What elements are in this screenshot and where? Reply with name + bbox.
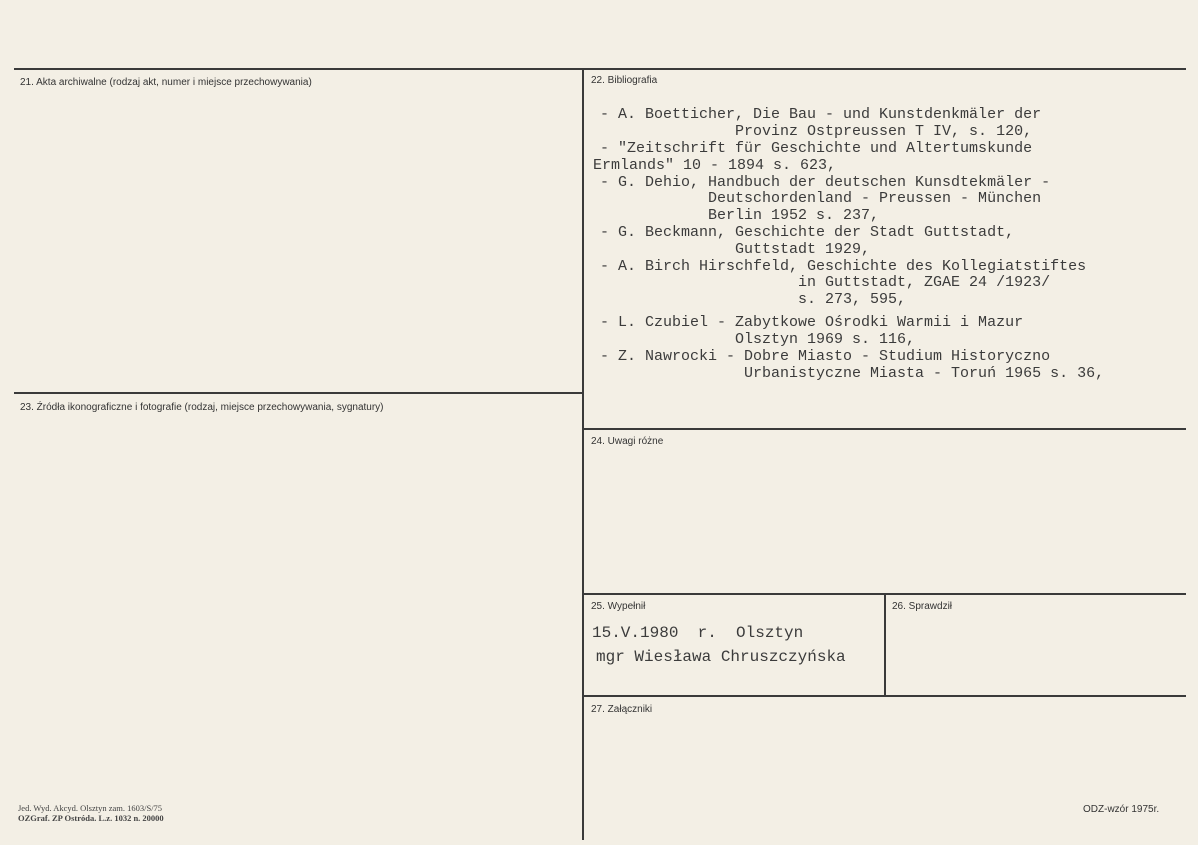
field-25-label: 25. Wypełnił [591, 601, 646, 612]
bibliography-line: - A. Birch Hirschfeld, Geschichte des Kollegiatstiftes [600, 258, 1087, 275]
field-27-label: 27. Załączniki [591, 704, 653, 715]
filled-name: mgr Wiesława Chruszczyńska [596, 648, 846, 666]
rule-21-23 [14, 392, 582, 394]
bibliography-line: in Guttstadt, ZGAE 24 /1923/ [600, 274, 1051, 291]
imprint-line-1: Jed. Wyd. Akcyd. Olsztyn zam. 1603/S/75 [18, 803, 163, 813]
field-26-label: 26. Sprawdził [892, 601, 953, 612]
bibliography-line: - A. Boetticher, Die Bau - und Kunstdenkmäler der [600, 106, 1042, 123]
bibliography-line: - "Zeitschrift für Geschichte und Altertumskunde [600, 140, 1033, 157]
bibliography-line: Olsztyn 1969 s. 116, [600, 331, 916, 348]
bibliography-line: Provinz Ostpreussen T IV, s. 120, [600, 123, 1033, 140]
filled-date: 15.V.1980 r. Olsztyn [592, 624, 804, 642]
form-code: ODZ-wzór 1975r. [1083, 804, 1160, 815]
field-21-label: 21. Akta archiwalne (rodzaj akt, numer i miejsce przechowywania) [20, 77, 312, 88]
field-23-label: 23. Źródła ikonograficzne i fotografie (rodzaj, miejsce przechowywania, sygnatury) [20, 402, 384, 413]
field-24-label: 24. Uwagi różne [591, 436, 664, 447]
bibliography-line: - L. Czubiel - Zabytkowe Ośrodki Warmii i Mazur [600, 314, 1024, 331]
bibliography-line: - G. Dehio, Handbuch der deutschen Kunsdtekmäler - [600, 174, 1051, 191]
rule-22-24 [584, 428, 1186, 430]
bibliography-line: - Z. Nawrocki - Dobre Miasto - Studium Historyczno [600, 348, 1051, 365]
center-divider [582, 68, 584, 840]
top-rule [14, 68, 1186, 70]
field-22-label: 22. Bibliografia [591, 75, 658, 86]
bibliography-line: Urbanistyczne Miasta - Toruń 1965 s. 36, [600, 365, 1105, 382]
bibliography-line: Ermlands" 10 - 1894 s. 623, [593, 157, 837, 174]
bibliography-line: Deutschordenland - Preussen - München [600, 190, 1042, 207]
imprint-line-2: OZGraf. ZP Ostróda. L.z. 1032 n. 20000 [18, 813, 164, 823]
bibliography-line: s. 273, 595, [600, 291, 907, 308]
bibliography-line: - G. Beckmann, Geschichte der Stadt Guttstadt, [600, 224, 1015, 241]
rule-25-27 [584, 695, 1186, 697]
divider-25-26 [884, 595, 886, 695]
bibliography-line: Berlin 1952 s. 237, [600, 207, 880, 224]
bibliography-line: Guttstadt 1929, [600, 241, 871, 258]
